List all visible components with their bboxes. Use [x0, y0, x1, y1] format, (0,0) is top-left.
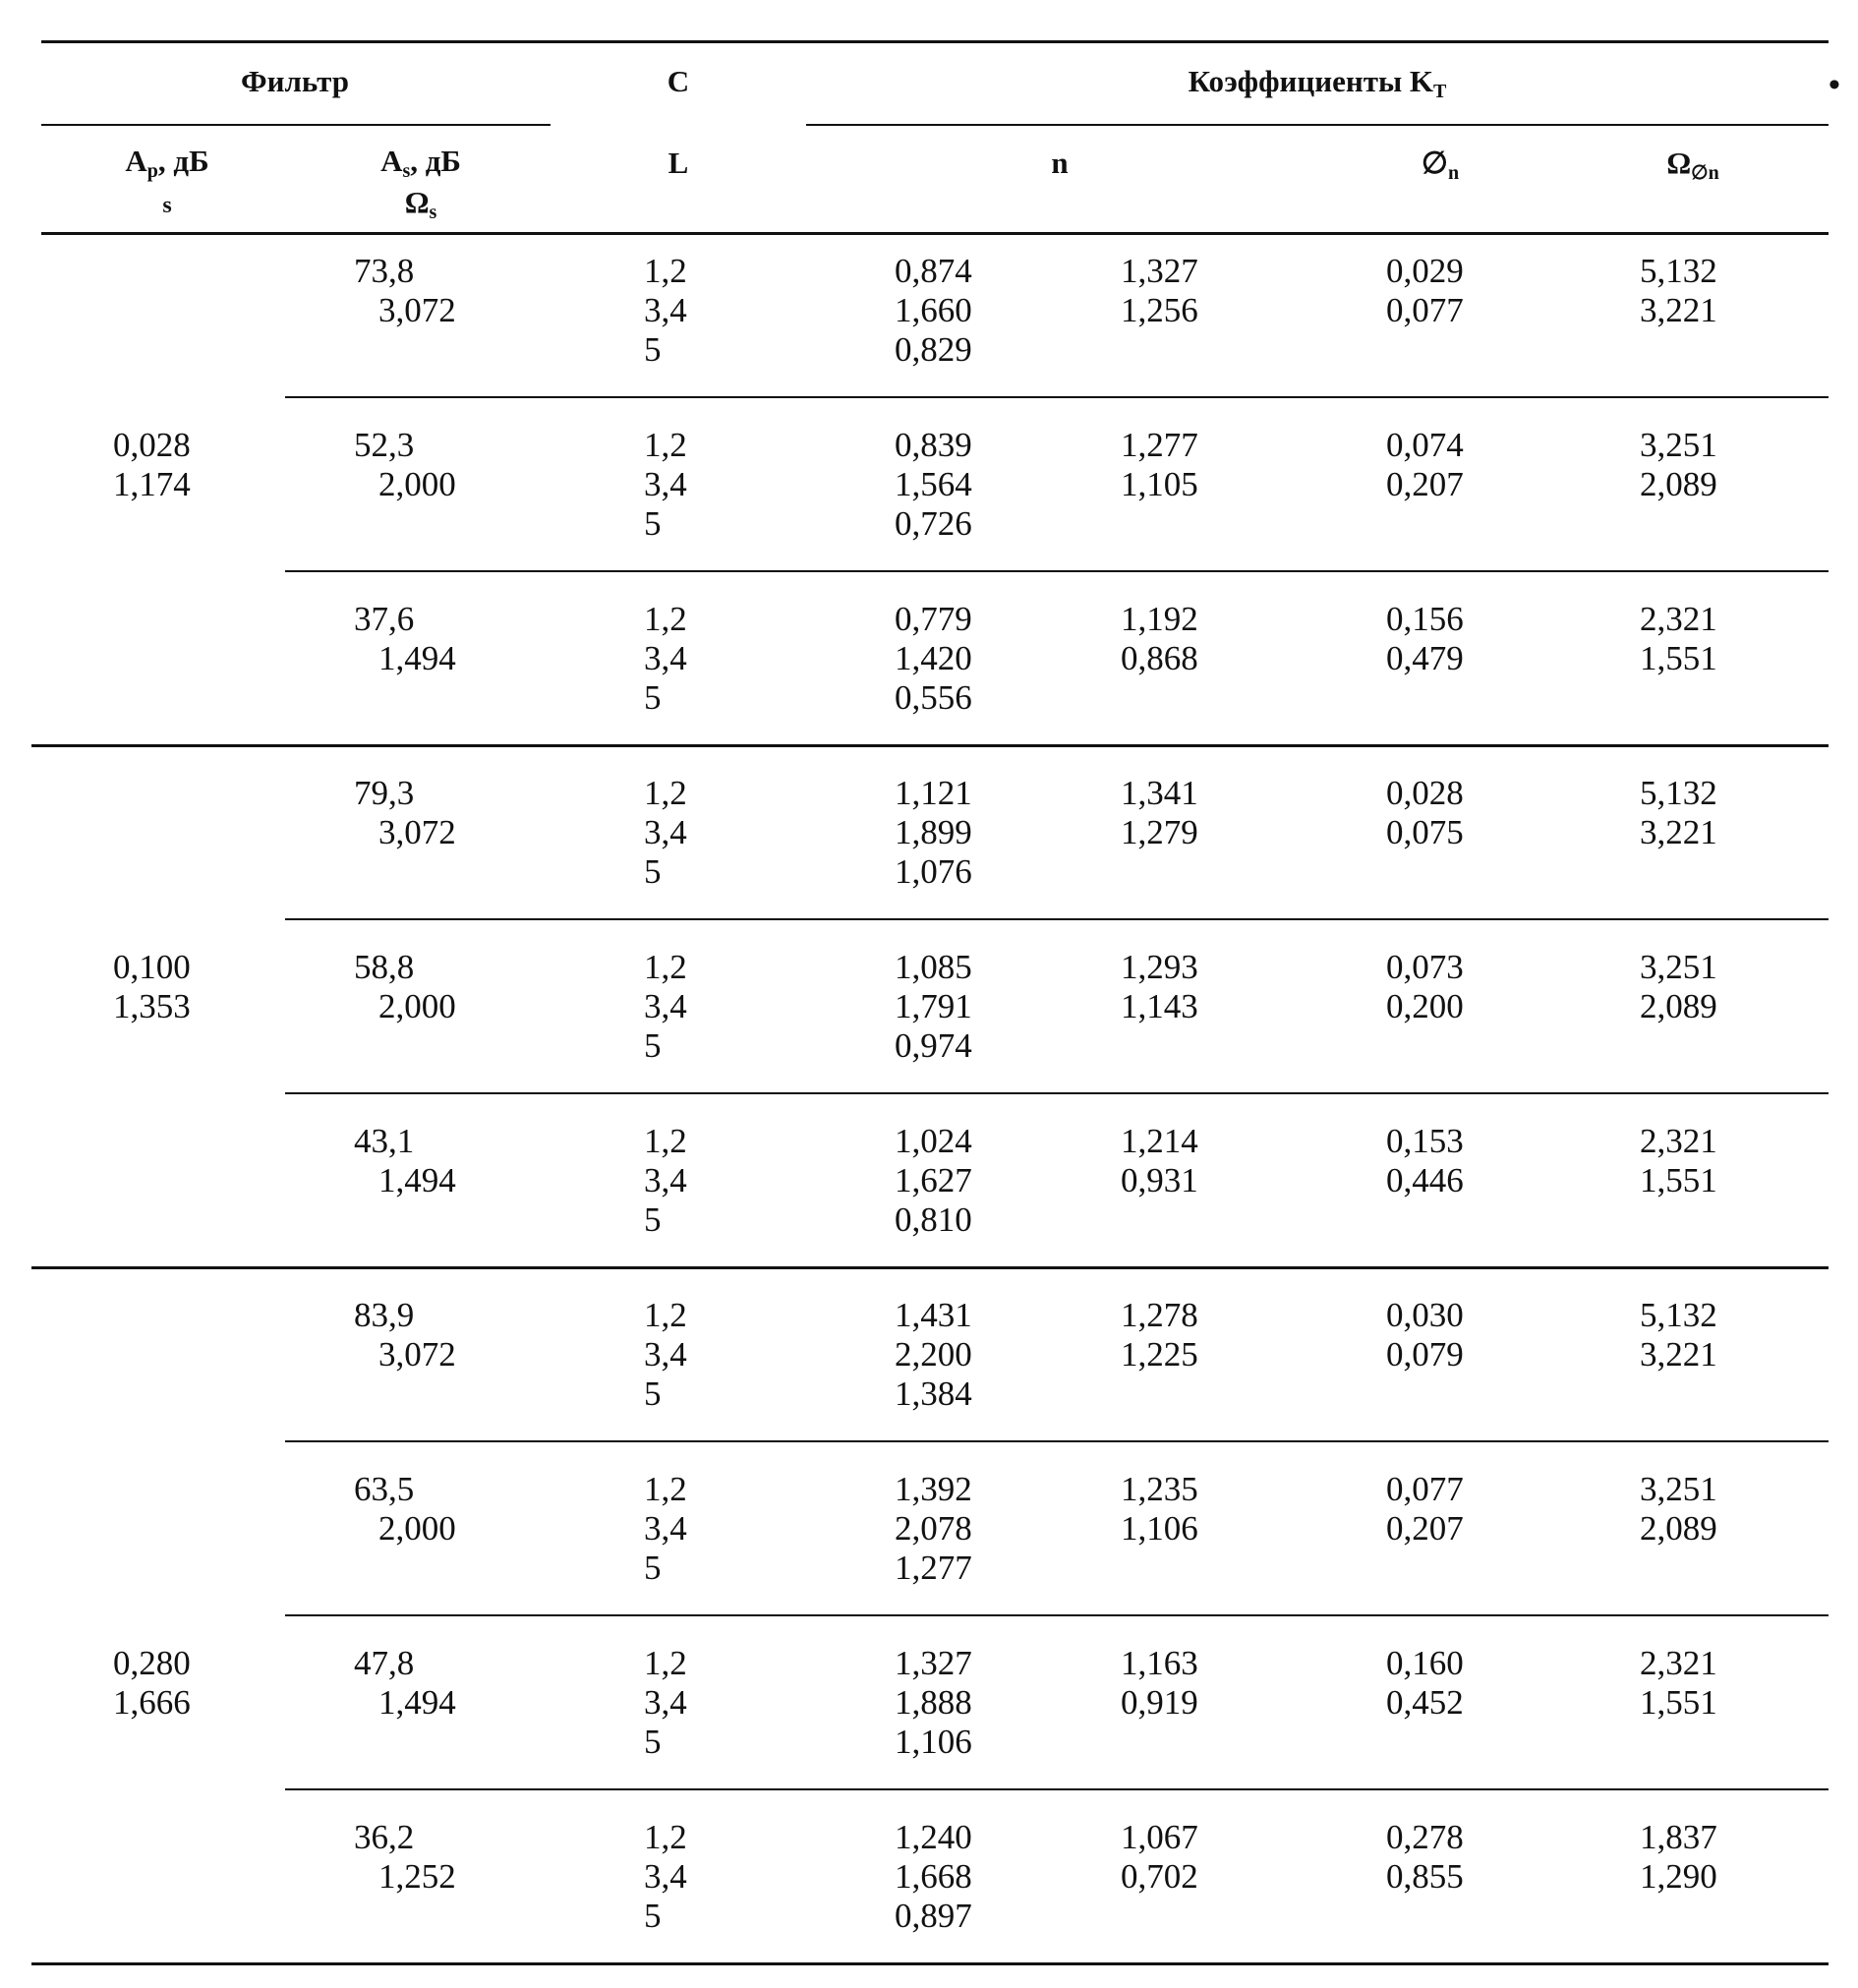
row-separator [285, 1788, 1829, 1790]
phi-n-value: 0,074 [1386, 426, 1464, 464]
n-value-2: 1,143 [1121, 987, 1198, 1025]
header-n: n [1051, 146, 1069, 180]
omega-phi-n-value: 2,321 [1640, 600, 1717, 638]
n-value-2: 1,235 [1121, 1470, 1198, 1508]
row-separator [285, 918, 1829, 920]
n-value-2: 1,225 [1121, 1335, 1198, 1374]
stray-mark: • [1829, 67, 1840, 103]
as-value: 83,9 [354, 1296, 415, 1334]
n-value: 1,277 [895, 1549, 972, 1587]
n-value-2: 0,868 [1121, 639, 1198, 677]
n-value: 1,024 [895, 1122, 972, 1160]
header-l: L [668, 146, 689, 180]
cl-index: 5 [644, 1026, 662, 1065]
n-value: 0,810 [895, 1200, 972, 1239]
cl-index: 1,2 [644, 774, 687, 812]
cl-index: 1,2 [644, 948, 687, 986]
cl-index: 3,4 [644, 1509, 687, 1548]
cl-index: 3,4 [644, 987, 687, 1025]
cl-index: 1,2 [644, 1818, 687, 1856]
cl-index: 3,4 [644, 291, 687, 329]
omega-phi-n-value: 2,089 [1640, 987, 1717, 1025]
phi-n-value: 0,855 [1386, 1857, 1464, 1896]
n-value-2: 1,341 [1121, 774, 1198, 812]
omega-phi-n-value: 3,221 [1640, 291, 1717, 329]
omega-phi-n-value: 3,221 [1640, 1335, 1717, 1374]
header-ap: $A_p$, дБ s [125, 144, 209, 218]
as-value: 37,6 [354, 600, 415, 638]
ap-value: 0,100 [113, 948, 191, 986]
coeffs-header-rule [806, 124, 1829, 126]
omega-phi-n-value: 1,837 [1640, 1818, 1717, 1856]
n-value: 0,897 [895, 1897, 972, 1935]
n-value-2: 1,105 [1121, 465, 1198, 503]
omega-s-value: 1,252 [378, 1857, 456, 1896]
n-value-2: 1,106 [1121, 1509, 1198, 1548]
as-value: 47,8 [354, 1644, 415, 1682]
n-value-2: 1,256 [1121, 291, 1198, 329]
as-value: 73,8 [354, 252, 415, 290]
omega-phi-n-value: 3,251 [1640, 1470, 1717, 1508]
phi-n-value: 0,077 [1386, 1470, 1464, 1508]
phi-n-value: 0,160 [1386, 1644, 1464, 1682]
ap-omega-value: 1,353 [113, 987, 191, 1025]
cl-index: 5 [644, 852, 662, 891]
omega-s-value: 1,494 [378, 1161, 456, 1199]
n-value: 0,779 [895, 600, 972, 638]
phi-n-value: 0,077 [1386, 291, 1464, 329]
n-value-2: 0,919 [1121, 1683, 1198, 1722]
n-value: 0,556 [895, 678, 972, 717]
omega-phi-n-value: 5,132 [1640, 252, 1717, 290]
header-filter: Фильтр [241, 64, 349, 98]
cl-index: 1,2 [644, 1296, 687, 1334]
row-separator [285, 396, 1829, 398]
header-c: C [667, 64, 690, 98]
omega-phi-n-value: 2,089 [1640, 465, 1717, 503]
group-separator [31, 1266, 1829, 1269]
phi-n-value: 0,207 [1386, 465, 1464, 503]
as-value: 58,8 [354, 948, 415, 986]
n-value: 1,420 [895, 639, 972, 677]
n-value: 1,106 [895, 1723, 972, 1761]
n-value-2: 1,279 [1121, 813, 1198, 851]
omega-s-value: 1,494 [378, 639, 456, 677]
omega-phi-n-value: 5,132 [1640, 1296, 1717, 1334]
row-separator [285, 1614, 1829, 1616]
n-value-2: 1,277 [1121, 426, 1198, 464]
cl-index: 1,2 [644, 252, 687, 290]
n-value-2: 1,278 [1121, 1296, 1198, 1334]
as-value: 43,1 [354, 1122, 415, 1160]
n-value-2: 1,214 [1121, 1122, 1198, 1160]
phi-n-value: 0,028 [1386, 774, 1464, 812]
phi-n-value: 0,029 [1386, 252, 1464, 290]
cl-index: 5 [644, 1200, 662, 1239]
omega-s-value: 3,072 [378, 291, 456, 329]
n-value-2: 1,163 [1121, 1644, 1198, 1682]
phi-n-value: 0,075 [1386, 813, 1464, 851]
omega-phi-n-value: 1,551 [1640, 1683, 1717, 1722]
phi-n-value: 0,278 [1386, 1818, 1464, 1856]
n-value: 1,564 [895, 465, 972, 503]
cl-index: 5 [644, 1723, 662, 1761]
omega-phi-n-value: 1,551 [1640, 1161, 1717, 1199]
row-separator [285, 1092, 1829, 1094]
omega-phi-n-value: 3,221 [1640, 813, 1717, 851]
filter-header-rule [41, 124, 551, 126]
phi-n-value: 0,207 [1386, 1509, 1464, 1548]
n-value: 2,078 [895, 1509, 972, 1548]
phi-n-value: 0,030 [1386, 1296, 1464, 1334]
n-value: 1,888 [895, 1683, 972, 1722]
omega-phi-n-value: 5,132 [1640, 774, 1717, 812]
as-value: 52,3 [354, 426, 415, 464]
omega-s-value: 2,000 [378, 465, 456, 503]
n-value: 1,392 [895, 1470, 972, 1508]
cl-index: 3,4 [644, 813, 687, 851]
n-value: 1,899 [895, 813, 972, 851]
ap-value: 0,280 [113, 1644, 191, 1682]
n-value-2: 0,931 [1121, 1161, 1198, 1199]
omega-s-value: 1,494 [378, 1683, 456, 1722]
omega-phi-n-value: 2,089 [1640, 1509, 1717, 1548]
n-value: 1,384 [895, 1374, 972, 1413]
cl-index: 1,2 [644, 600, 687, 638]
n-value-2: 0,702 [1121, 1857, 1198, 1896]
header-bottom-rule [41, 232, 1829, 235]
n-value: 1,121 [895, 774, 972, 812]
omega-phi-n-value: 3,251 [1640, 948, 1717, 986]
cl-index: 1,2 [644, 1470, 687, 1508]
omega-phi-n-value: 2,321 [1640, 1644, 1717, 1682]
n-value: 0,874 [895, 252, 972, 290]
omega-phi-n-value: 1,290 [1640, 1857, 1717, 1896]
cl-index: 1,2 [644, 1644, 687, 1682]
row-separator [285, 1440, 1829, 1442]
n-value: 0,974 [895, 1026, 972, 1065]
cl-index: 1,2 [644, 1122, 687, 1160]
phi-n-value: 0,153 [1386, 1122, 1464, 1160]
as-value: 79,3 [354, 774, 415, 812]
group-separator [31, 744, 1829, 747]
cl-index: 1,2 [644, 426, 687, 464]
phi-n-value: 0,452 [1386, 1683, 1464, 1722]
n-value-2: 1,192 [1121, 600, 1198, 638]
cl-index: 3,4 [644, 639, 687, 677]
omega-phi-n-value: 1,551 [1640, 639, 1717, 677]
ap-omega-value: 1,666 [113, 1683, 191, 1722]
phi-n-value: 0,156 [1386, 600, 1464, 638]
n-value: 1,240 [895, 1818, 972, 1856]
cl-index: 3,4 [644, 1857, 687, 1896]
omega-phi-n-value: 3,251 [1640, 426, 1717, 464]
cl-index: 5 [644, 504, 662, 543]
cl-index: 3,4 [644, 465, 687, 503]
cl-index: 3,4 [644, 1683, 687, 1722]
phi-n-value: 0,446 [1386, 1161, 1464, 1199]
omega-phi-n-value: 2,321 [1640, 1122, 1717, 1160]
n-value-2: 1,067 [1121, 1818, 1198, 1856]
cl-index: 5 [644, 1374, 662, 1413]
ap-omega-value: 1,174 [113, 465, 191, 503]
cl-index: 5 [644, 330, 662, 369]
header-as-omega: $A_s$, дБ $\Omega_s$ [380, 144, 461, 223]
phi-n-value: 0,073 [1386, 948, 1464, 986]
phi-n-value: 0,200 [1386, 987, 1464, 1025]
header-phi-n: $\emptyset_n$ [1421, 146, 1460, 184]
ap-value: 0,028 [113, 426, 191, 464]
n-value: 0,829 [895, 330, 972, 369]
n-value: 1,660 [895, 291, 972, 329]
n-value: 1,076 [895, 852, 972, 891]
cl-index: 3,4 [644, 1335, 687, 1374]
as-value: 63,5 [354, 1470, 415, 1508]
n-value: 1,085 [895, 948, 972, 986]
n-value-2: 1,293 [1121, 948, 1198, 986]
n-value: 1,791 [895, 987, 972, 1025]
bottom-rule [31, 1962, 1829, 1965]
cl-index: 5 [644, 678, 662, 717]
n-value: 2,200 [895, 1335, 972, 1374]
cl-index: 3,4 [644, 1161, 687, 1199]
n-value: 0,726 [895, 504, 972, 543]
top-rule [41, 40, 1829, 43]
phi-n-value: 0,479 [1386, 639, 1464, 677]
n-value: 1,668 [895, 1857, 972, 1896]
omega-s-value: 3,072 [378, 1335, 456, 1374]
n-value: 1,627 [895, 1161, 972, 1199]
n-value: 0,839 [895, 426, 972, 464]
row-separator [285, 570, 1829, 572]
cl-index: 5 [644, 1549, 662, 1587]
cl-index: 5 [644, 1897, 662, 1935]
header-coefficients: Коэффициенты $K_T$ [1188, 64, 1447, 102]
header-omega-phi-n: $\Omega_{\emptyset n}$ [1666, 146, 1719, 184]
n-value: 1,327 [895, 1644, 972, 1682]
phi-n-value: 0,079 [1386, 1335, 1464, 1374]
omega-s-value: 2,000 [378, 987, 456, 1025]
n-value-2: 1,327 [1121, 252, 1198, 290]
n-value: 1,431 [895, 1296, 972, 1334]
omega-s-value: 2,000 [378, 1509, 456, 1548]
as-value: 36,2 [354, 1818, 415, 1856]
omega-s-value: 3,072 [378, 813, 456, 851]
